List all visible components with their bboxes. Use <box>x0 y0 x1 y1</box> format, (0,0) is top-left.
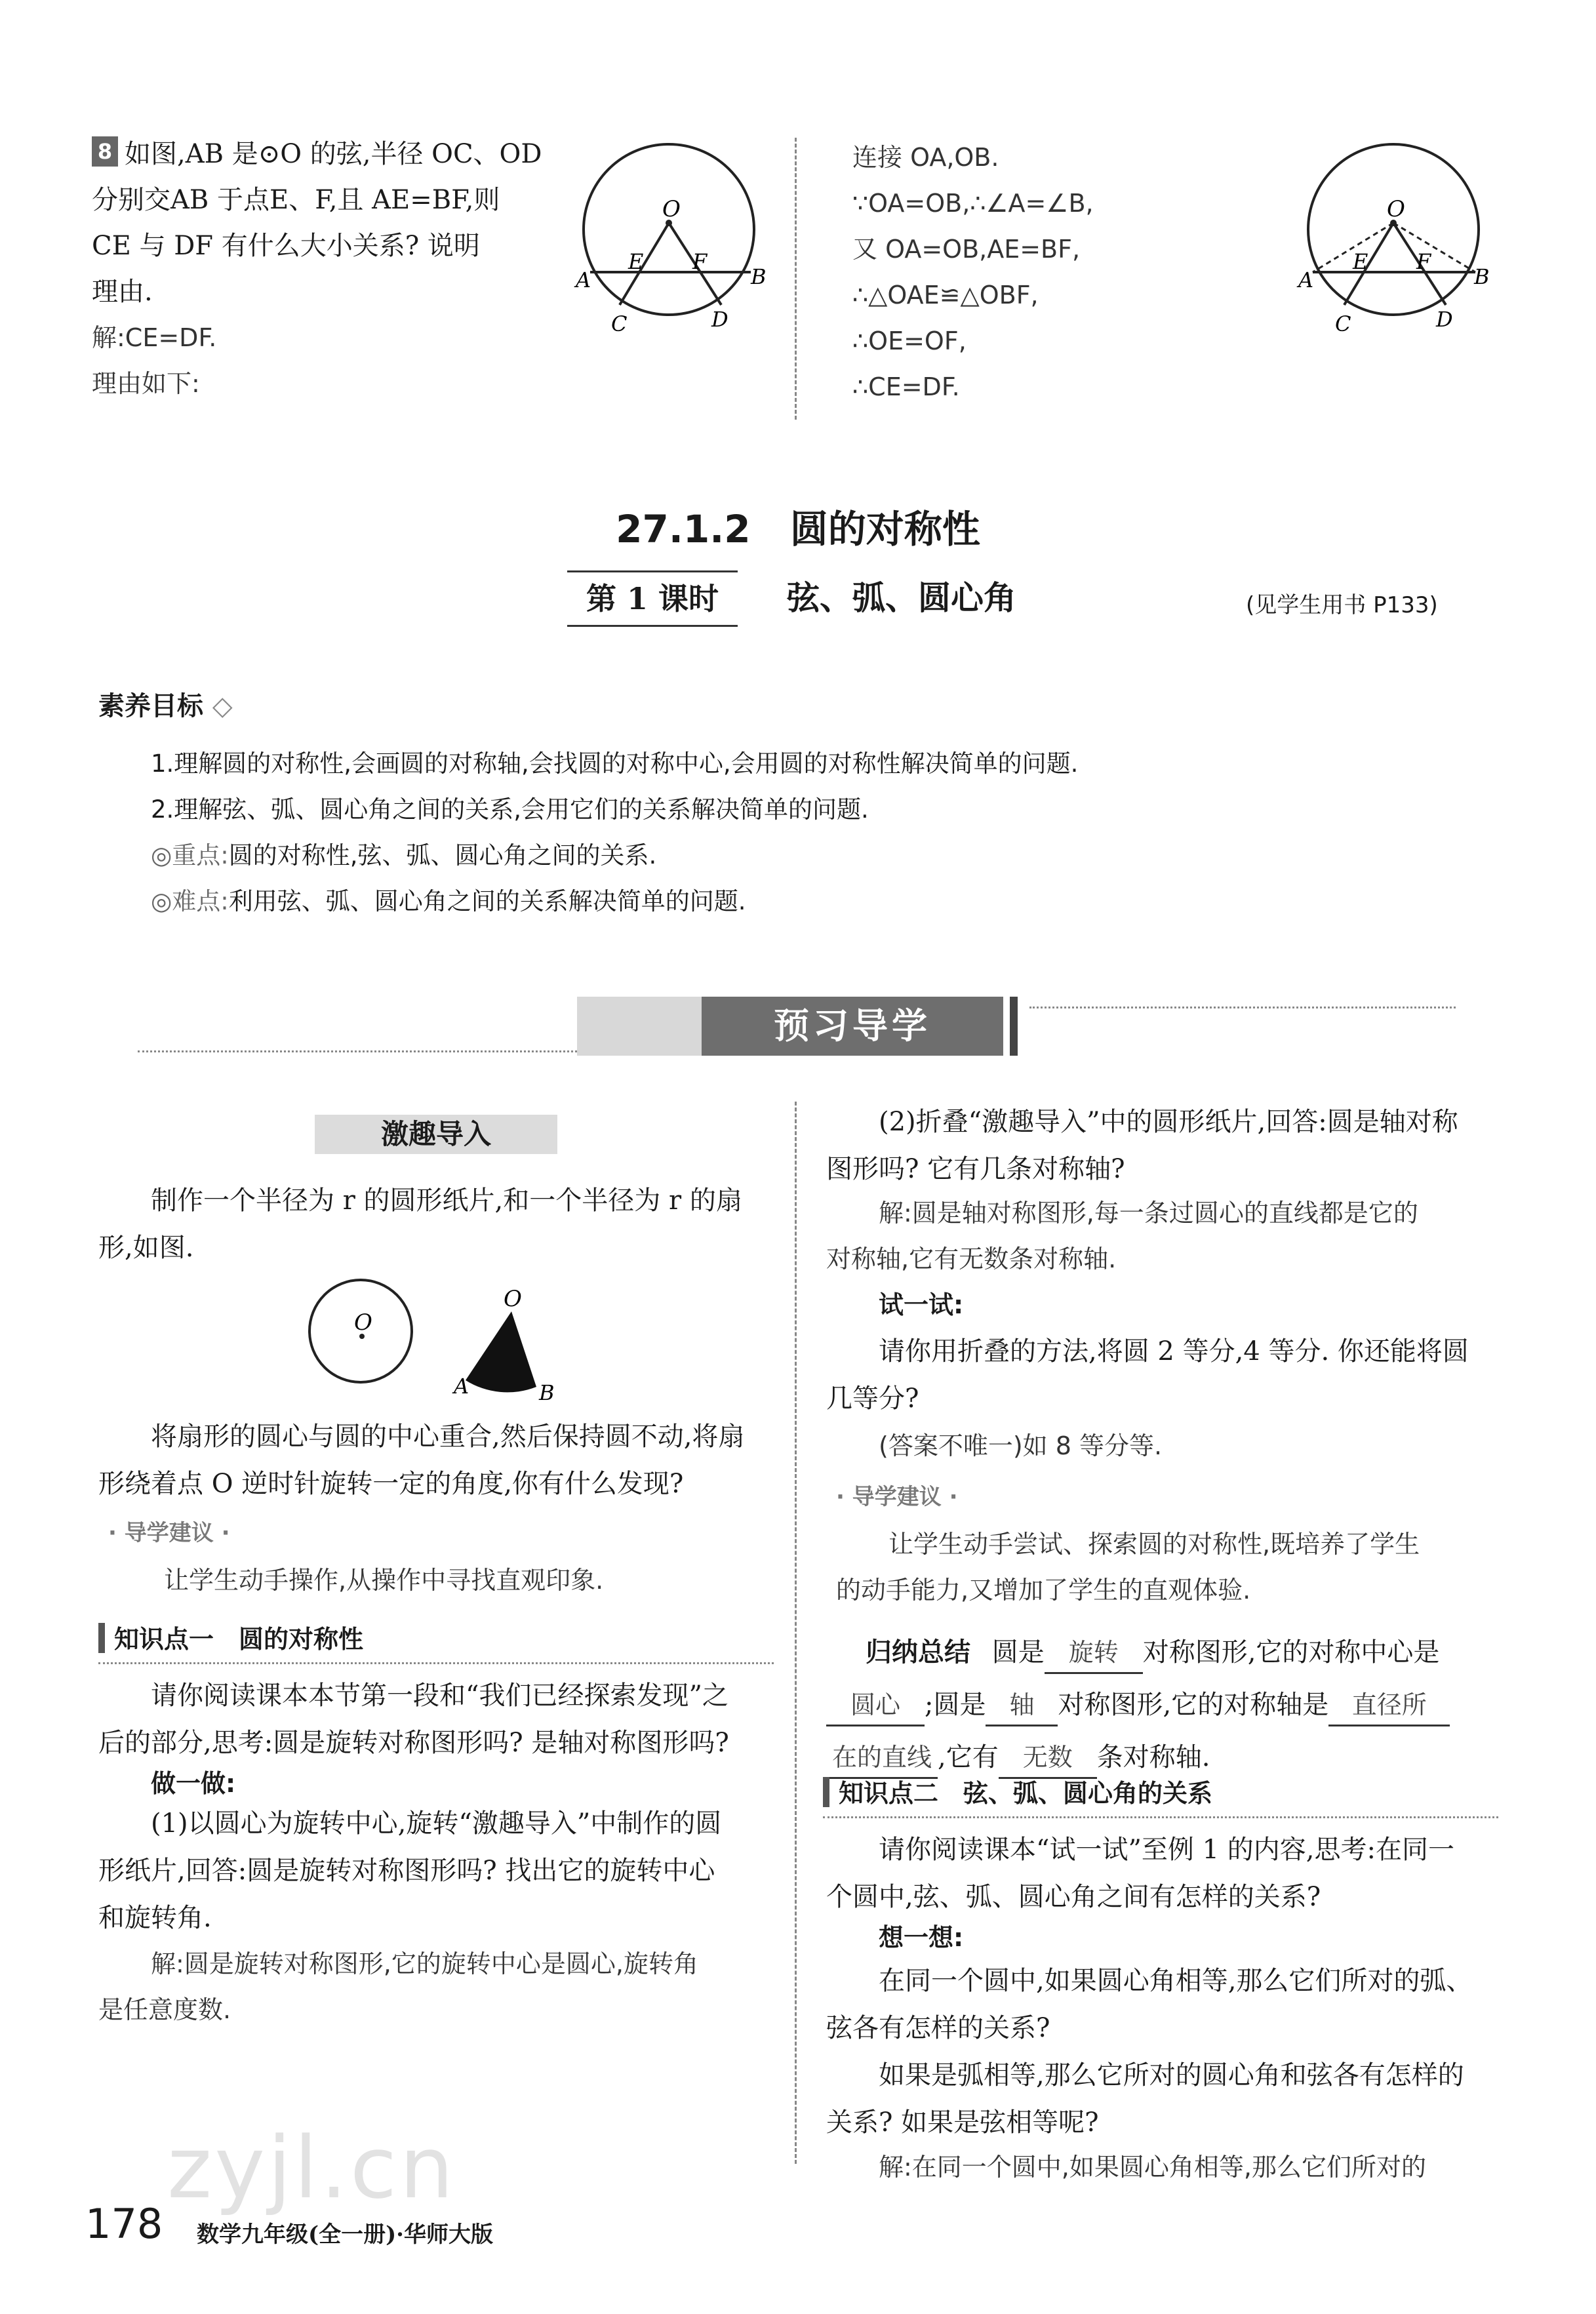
knowledge-point-2: 知识点二 弦、弧、圆心角的关系 <box>823 1774 1212 1813</box>
summary-label: 归纳总结 <box>866 1637 970 1667</box>
problem-number: 8 <box>92 136 118 167</box>
svg-text:C: C <box>1335 311 1351 336</box>
try-text: 请你用折叠的方法,将圆 2 等分,4 等分. 你还能将圆 几等分? <box>826 1336 1469 1414</box>
blank-count: 无数 <box>999 1738 1097 1779</box>
svg-text:D: D <box>1436 307 1453 332</box>
lesson-label: 第 1 课时 <box>567 570 738 627</box>
goal-2: 2.理解弦、弧、圆心角之间的关系,会用它们的关系解决简单的问题. <box>151 795 869 824</box>
book-title: 数学九年级(全一册)·华师大版 <box>197 2222 494 2248</box>
knowledge-point-1: 知识点一 圆的对称性 <box>98 1620 363 1659</box>
sector-label-o: O <box>504 1286 522 1312</box>
sector-shape <box>466 1311 536 1392</box>
guide-text-right: 让学生动手尝试、探索圆的对称性,既培养了学生 的动手能力,又增加了学生的直观体验. <box>836 1530 1420 1605</box>
guide-text-left: 让学生动手操作,从操作中寻找直观印象. <box>164 1566 604 1595</box>
blank-center: 圆心 <box>826 1685 925 1726</box>
guide-label-right: · 导学建议 · <box>836 1484 958 1510</box>
svg-text:A: A <box>1298 268 1314 292</box>
page-number: 178 <box>85 2200 163 2248</box>
banner-preview-guide: 预习导学 <box>702 997 1003 1056</box>
column-divider-top <box>795 138 797 420</box>
think-answer: 解:在同一个圆中,如果圆心角相等,那么它们所对的 <box>879 2153 1426 2182</box>
sector-label-a: A <box>454 1374 469 1399</box>
try-answer: (答案不唯一)如 8 等分等. <box>879 1431 1163 1460</box>
paper-circle-and-sector-figure <box>308 1279 570 1410</box>
reference-note: (见学生用书 P133) <box>1246 592 1438 618</box>
label-e: E <box>628 249 644 274</box>
label-d: D <box>711 307 728 332</box>
think-text: 在同一个圆中,如果圆心角相等,那么它们所对的弧、 弦各有怎样的关系? 如果是弧相等,那么它所对的圆心角和弦各有怎样的 关系? 如果是弦相等呢? <box>826 1966 1473 2138</box>
blank-axis-answer-1: 直径所 <box>1328 1685 1450 1726</box>
goal-difficulty: ◎难点:利用弦、弧、圆心角之间的关系解决简单的问题. <box>151 887 746 915</box>
do-it-label: 做一做: <box>151 1769 236 1798</box>
guide-label-left: · 导学建议 · <box>108 1520 230 1546</box>
intro-question: 将扇形的圆心与圆的中心重合,然后保持圆不动,将扇 形绕着点 O 逆时针旋转一定的角度,你有什么发现? <box>98 1422 745 1499</box>
blank-axis: 轴 <box>986 1685 1058 1726</box>
kp1-text: 请你阅读课本本节第一段和“我们已经探索发现”之 后的部分,思考:圆是旋转对称图形吗? 是轴对称图形吗? <box>98 1681 729 1758</box>
section-title: 27.1.2 圆的对称性 <box>616 507 980 551</box>
think-label: 想一想: <box>879 1923 964 1952</box>
radius-oc <box>620 223 669 305</box>
svg-text:F: F <box>1416 249 1431 274</box>
blank-rotation: 旋转 <box>1045 1633 1143 1674</box>
goals-list <box>151 741 1078 925</box>
intro-text: 制作一个半径为 r 的圆形纸片,和一个半径为 r 的扇 形,如图. <box>98 1186 742 1263</box>
column-divider-main <box>795 1102 797 2164</box>
kp2-text: 请你阅读课本“试一试”至例 1 的内容,思考:在同一 个圆中,弦、弧、圆心角之间有怎样的关系? <box>826 1835 1454 1912</box>
label-b: B <box>751 264 767 289</box>
label-f: F <box>692 249 708 274</box>
try-label: 试一试: <box>879 1290 964 1319</box>
lesson-title: 弦、弧、圆心角 <box>787 578 1016 617</box>
svg-text:E: E <box>1353 249 1368 274</box>
circle-chord-figure-2 <box>1285 131 1502 348</box>
goal-key: ◎重点:圆的对称性,弦、弧、圆心角之间的关系. <box>151 841 657 869</box>
summary: 归纳总结 圆是 旋转 对称图形,它的对称中心是 圆心 ;圆是 轴 对称图形,它的对称轴是 直径所 在的直线 ,它有 无数 条对称轴. <box>826 1626 1508 1784</box>
goal-1: 1.理解圆的对称性,会画圆的对称轴,会找圆的对称中心,会用圆的对称性解决简单的问题. <box>151 749 1079 778</box>
label-a: A <box>576 268 591 292</box>
banner-line-right <box>1029 1007 1456 1008</box>
sector-label-b: B <box>539 1380 555 1405</box>
svg-text:O: O <box>1387 196 1405 222</box>
blank-axis-answer-2: 在的直线 <box>826 1738 938 1779</box>
problem-8-proof: 连接 OA,OB. ∵OA=OB,∴∠A=∠B, 又 OA=OB,AE=BF, ∴△OAE≌△OBF, ∴OE=OF, ∴CE=DF. <box>852 143 1094 401</box>
circle-label-o: O <box>354 1309 372 1336</box>
intro-heading: 激趣导入 <box>315 1115 557 1154</box>
svg-text:B: B <box>1474 264 1490 289</box>
label-c: C <box>611 311 628 336</box>
dashed-ob <box>1393 223 1475 272</box>
answer-1: 解:圆是旋转对称图形,它的旋转中心是圆心,旋转角 是任意度数. <box>98 1949 698 2024</box>
question-1: (1)以圆心为旋转中心,旋转“激趣导入”中制作的圆 形纸片,回答:圆是旋转对称图形吗? 找出它的旋转中心 和旋转角. <box>98 1808 722 1933</box>
question-2: (2)折叠“激趣导入”中的圆形纸片,回答:圆是轴对称 图形吗? 它有几条对称轴? <box>826 1107 1458 1184</box>
goals-heading: 素养目标 ◇ <box>98 691 233 721</box>
answer-2: 解:圆是轴对称图形,每一条过圆心的直线都是它的 对称轴,它有无数条对称轴. <box>826 1199 1418 1273</box>
watermark: zyjl.cn <box>167 2118 456 2218</box>
circle-chord-figure-1 <box>564 131 780 348</box>
problem-8-text: 8 如图,AB 是⊙O 的弦,半径 OC、OD 分别交AB 于点E、F,且 AE=BF,则 CE 与 DF 有什么大小关系? 说明 理由. 解:CE=DF. 理由如下: <box>92 131 542 407</box>
label-o: O <box>662 196 681 222</box>
